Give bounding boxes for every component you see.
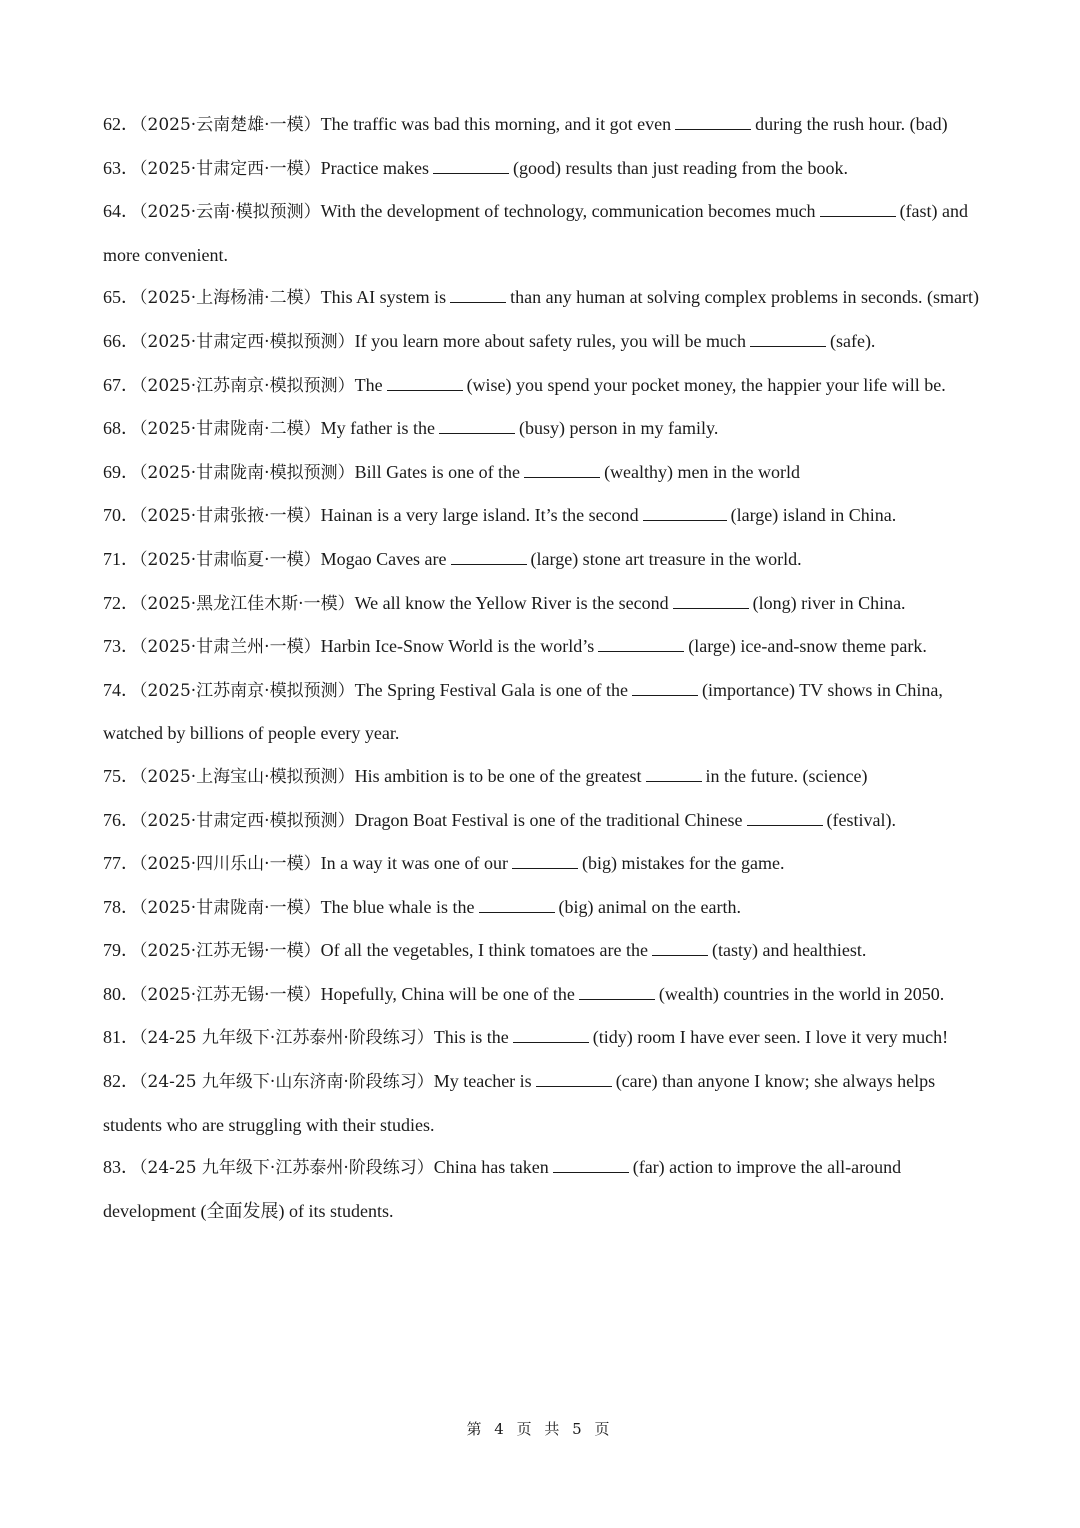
question-number: 64． — [103, 201, 139, 222]
question-item — [103, 886, 979, 930]
question-text-before: His ambition is to be one of the greatest — [354, 765, 642, 786]
question-text-before: Bill Gates is one of the — [354, 461, 521, 482]
question-item — [103, 147, 979, 191]
question-number: 80． — [103, 983, 139, 1004]
question-text-after: (festival). — [826, 809, 896, 830]
question-text-before: Mogao Caves are — [320, 548, 447, 569]
question-text-after: (far) action to improve the all-around development (全面发展) of its students. — [103, 1157, 902, 1221]
question-item — [103, 1146, 979, 1232]
answer-blank[interactable] — [387, 372, 463, 391]
question-number: 63． — [103, 157, 139, 178]
question-text-before: My father is the — [320, 418, 436, 439]
answer-blank[interactable] — [536, 1068, 612, 1087]
answer-blank[interactable] — [646, 763, 702, 782]
question-source: （2025·云南·模拟预测） — [139, 202, 321, 223]
question-number: 72． — [103, 592, 139, 613]
question-text-after: during the rush hour. (bad) — [755, 114, 948, 134]
question-item — [103, 494, 979, 538]
question-text-before: We all know the Yellow River is the second — [354, 592, 669, 613]
question-item — [103, 799, 979, 843]
question-item — [103, 582, 979, 626]
question-text-after: (long) river in China. — [752, 592, 906, 613]
question-number: 67． — [103, 374, 139, 395]
question-item — [103, 451, 979, 495]
question-source: （2025·上海杨浦·二模） — [139, 288, 321, 309]
question-number: 65． — [103, 287, 139, 308]
question-source: （2025·甘肃陇南·二模） — [139, 419, 321, 440]
question-text-after: (importance) TV shows in China, watched by billions of people every year. — [103, 679, 943, 744]
question-source: （2025·江苏无锡·一模） — [139, 984, 321, 1005]
answer-blank[interactable] — [451, 546, 527, 565]
question-number: 74． — [103, 679, 139, 700]
question-source: （2025·甘肃定西·模拟预测） — [139, 810, 355, 831]
question-text-before: Dragon Boat Festival is one of the traditional Chinese — [354, 809, 743, 830]
question-text-after: (busy) person in my family. — [519, 418, 719, 439]
answer-blank[interactable] — [598, 633, 684, 652]
question-item — [103, 407, 979, 451]
question-item — [103, 190, 979, 276]
question-text-before: In a way it was one of our — [320, 853, 509, 874]
question-number: 77． — [103, 853, 139, 874]
question-item — [103, 1016, 979, 1060]
answer-blank[interactable] — [643, 502, 727, 521]
answer-blank[interactable] — [450, 284, 506, 303]
question-text-before: If you learn more about safety rules, you will be much — [354, 330, 746, 351]
question-text-before: The traffic was bad this morning, and it got even — [320, 114, 672, 134]
question-number: 73． — [103, 636, 139, 657]
answer-blank[interactable] — [524, 459, 600, 478]
answer-blank[interactable] — [513, 1024, 589, 1043]
question-text-before: Practice makes — [320, 157, 430, 178]
question-text-after: (safe). — [829, 330, 876, 351]
question-source: （2025·甘肃定西·模拟预测） — [139, 331, 355, 352]
answer-blank[interactable] — [750, 328, 826, 347]
question-source: （2025·甘肃张掖·一模） — [139, 506, 321, 527]
page-footer: 第 4 页 共 5 页 — [466, 1420, 614, 1438]
question-source: （2025·江苏南京·模拟预测） — [139, 375, 355, 396]
question-number: 66． — [103, 330, 139, 351]
question-source: （24-25 九年级下·江苏泰州·阶段练习） — [139, 1158, 434, 1179]
question-text-after: (big) animal on the earth. — [558, 896, 741, 917]
question-number: 83． — [103, 1157, 139, 1178]
question-source: （2025·甘肃陇南·一模） — [139, 897, 321, 918]
answer-blank[interactable] — [820, 198, 896, 217]
question-text-after: (good) results than just reading from the book. — [513, 157, 848, 178]
question-source: （24-25 九年级下·江苏泰州·阶段练习） — [139, 1028, 434, 1049]
question-source: （2025·云南楚雄·一模） — [139, 115, 321, 135]
question-text-after: (care) than anyone I know; she always helps students who are struggling with their studies. — [103, 1071, 936, 1135]
question-item — [103, 973, 979, 1017]
answer-blank[interactable] — [579, 981, 655, 1000]
question-text-before: The blue whale is the — [320, 896, 475, 917]
question-number: 79． — [103, 940, 139, 961]
question-source: （2025·四川乐山·一模） — [139, 854, 321, 875]
question-text-before: Of all the vegetables, I think tomatoes are the — [320, 940, 648, 961]
question-item — [103, 842, 979, 886]
answer-blank[interactable] — [553, 1154, 629, 1173]
question-text-after: (wise) you spend your pocket money, the happier your life will be. — [466, 374, 946, 395]
question-text-after: (tidy) room I have ever seen. I love it very much! — [592, 1027, 949, 1048]
question-number: 70． — [103, 505, 139, 526]
question-number: 82． — [103, 1071, 139, 1092]
answer-blank[interactable] — [632, 677, 698, 696]
question-text-after: (fast) and more convenient. — [103, 201, 969, 265]
question-item — [103, 929, 979, 973]
question-number: 81． — [103, 1027, 139, 1048]
question-source: （2025·甘肃兰州·一模） — [139, 637, 321, 658]
question-number: 68． — [103, 418, 139, 439]
question-text-before: With the development of technology, communication becomes much — [320, 201, 816, 222]
question-source: （2025·江苏无锡·一模） — [139, 941, 321, 962]
question-item — [103, 538, 979, 582]
question-item — [103, 364, 979, 408]
question-text-before: China has taken — [433, 1157, 549, 1178]
question-text-before: This AI system is — [320, 287, 447, 308]
question-text-after: in the future. (science) — [705, 765, 868, 786]
question-list — [103, 103, 979, 1232]
question-text-before: This is the — [433, 1027, 509, 1048]
question-text-after: (big) mistakes for the game. — [582, 853, 785, 874]
question-source: （2025·甘肃定西·一模） — [139, 158, 321, 179]
question-number: 75． — [103, 765, 139, 786]
question-number: 78． — [103, 896, 139, 917]
question-text-after: than any human at solving complex problems in seconds. (smart) — [510, 287, 979, 308]
question-item — [103, 1060, 979, 1146]
answer-blank[interactable] — [439, 415, 515, 434]
question-text-after: (wealthy) men in the world — [604, 461, 801, 482]
answer-blank[interactable] — [433, 155, 509, 174]
question-text-after: (large) island in China. — [730, 505, 897, 526]
question-text-before: Harbin Ice-Snow World is the world’s — [320, 636, 595, 657]
question-source: （2025·黑龙江佳木斯·一模） — [139, 593, 355, 614]
question-item — [103, 276, 979, 320]
question-item — [103, 320, 979, 364]
answer-blank[interactable] — [747, 807, 823, 826]
answer-blank[interactable] — [675, 111, 751, 130]
question-number: 69． — [103, 461, 139, 482]
question-source: （2025·上海宝山·模拟预测） — [139, 766, 355, 787]
question-number: 71． — [103, 548, 139, 569]
question-text-after: (large) ice-and-snow theme park. — [688, 636, 927, 657]
question-item — [103, 755, 979, 799]
question-text-before: The Spring Festival Gala is one of the — [354, 679, 629, 700]
question-source: （2025·甘肃陇南·模拟预测） — [139, 462, 355, 483]
question-source: （24-25 九年级下·山东济南·阶段练习） — [139, 1072, 434, 1093]
answer-blank[interactable] — [673, 590, 749, 609]
question-item — [103, 103, 979, 147]
answer-blank[interactable] — [652, 937, 708, 956]
question-text-after: (large) stone art treasure in the world. — [530, 548, 802, 569]
question-source: （2025·江苏南京·模拟预测） — [139, 680, 355, 701]
answer-blank[interactable] — [512, 850, 578, 869]
question-text-after: (wealth) countries in the world in 2050. — [658, 983, 945, 1004]
question-text-before: Hainan is a very large island. It’s the second — [320, 505, 639, 526]
question-text-before: The — [354, 374, 383, 395]
question-item — [103, 669, 979, 755]
question-source: （2025·甘肃临夏·一模） — [139, 549, 321, 570]
question-text-before: Hopefully, China will be one of the — [320, 983, 575, 1004]
question-number: 76． — [103, 809, 139, 830]
answer-blank[interactable] — [479, 894, 555, 913]
question-number: 62． — [103, 114, 139, 134]
question-item — [103, 625, 979, 669]
question-text-after: (tasty) and healthiest. — [711, 940, 867, 961]
question-text-before: My teacher is — [433, 1071, 532, 1092]
